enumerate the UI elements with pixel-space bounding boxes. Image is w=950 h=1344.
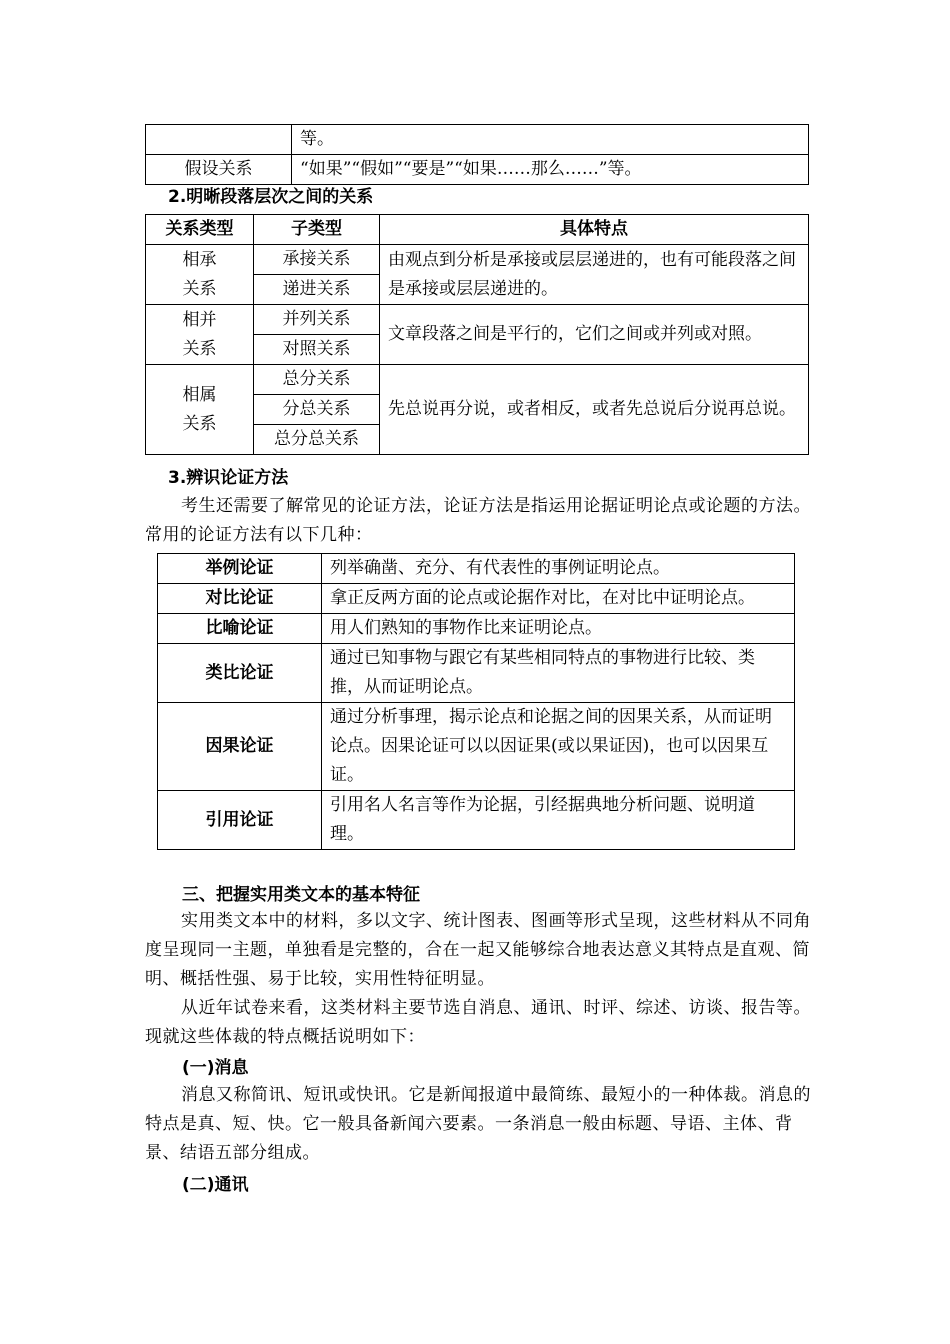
table-cell: 假设关系	[146, 155, 292, 185]
section-heading: 2.明晰段落层次之间的关系	[168, 187, 374, 207]
column-header: 子类型	[254, 215, 380, 245]
argument-method-table	[157, 553, 795, 850]
method-desc: 列举确凿、充分、有代表性的事例证明论点。	[322, 554, 795, 584]
table-row	[158, 614, 795, 644]
sub-type: 总分总关系	[254, 425, 380, 455]
paragraph-relation-table	[145, 214, 809, 455]
method-name: 对比论证	[158, 584, 322, 614]
column-header: 关系类型	[146, 215, 254, 245]
table-row	[158, 584, 795, 614]
method-name: 类比论证	[158, 644, 322, 703]
method-name: 因果论证	[158, 703, 322, 791]
table-cell	[146, 125, 292, 155]
relation-desc: 先总说再分说，或者相反，或者先总说后分说再总说。	[380, 365, 809, 455]
paragraph: 实用类文本中的材料，多以文字、统计图表、图画等形式呈现，这些材料从不同角度呈现同一主题，单独看是完整的，合在一起又能够综合地表达意义其特点是直观、简明、概括性强、易于比较，实用性特征明显。	[145, 911, 811, 989]
method-name: 比喻论证	[158, 614, 322, 644]
method-name: 引用论证	[158, 791, 322, 850]
table-header-row	[146, 215, 809, 245]
sub-type: 分总关系	[254, 395, 380, 425]
relation-type: 相并 关系	[146, 305, 254, 365]
method-desc: 引用名人名言等作为论据，引经据典地分析问题、说明道理。	[322, 791, 795, 850]
table-cell: “如果”“假如”“要是”“如果……那么……”等。	[292, 155, 809, 185]
sub-heading: (二)通讯	[182, 1175, 249, 1195]
table-row	[158, 703, 795, 791]
relation-desc: 由观点到分析是承接或层层递进的，也有可能段落之间是承接或层层递进的。	[380, 245, 809, 305]
table-row	[146, 125, 809, 155]
table-cell: 等。	[292, 125, 809, 155]
table-row	[146, 245, 809, 275]
method-desc: 通过分析事理，揭示论点和论据之间的因果关系，从而证明论点。因果论证可以以因证果(或以果证因)，也可以因果互证。	[322, 703, 795, 791]
method-desc: 拿正反两方面的论点或论据作对比，在对比中证明论点。	[322, 584, 795, 614]
sub-type: 对照关系	[254, 335, 380, 365]
table-row	[158, 791, 795, 850]
table-row	[146, 365, 809, 395]
sub-heading: (一)消息	[182, 1058, 249, 1078]
table-row	[146, 305, 809, 335]
section-heading: 3.辨识论证方法	[168, 468, 289, 488]
method-name: 举例论证	[158, 554, 322, 584]
section-heading: 三、把握实用类文本的基本特征	[182, 885, 420, 905]
conjunction-table	[145, 124, 809, 185]
relation-type: 相属 关系	[146, 365, 254, 455]
sub-type: 总分关系	[254, 365, 380, 395]
method-desc: 通过已知事物与跟它有某些相同特点的事物进行比较、类推，从而证明论点。	[322, 644, 795, 703]
method-desc: 用人们熟知的事物作比来证明论点。	[322, 614, 795, 644]
relation-desc: 文章段落之间是平行的，它们之间或并列或对照。	[380, 305, 809, 365]
column-header: 具体特点	[380, 215, 809, 245]
paragraph: 从近年试卷来看，这类材料主要节选自消息、通讯、时评、综述、访谈、报告等。现就这些体裁的特点概括说明如下：	[145, 998, 811, 1047]
table-row	[158, 554, 795, 584]
sub-type: 并列关系	[254, 305, 380, 335]
relation-type: 相承 关系	[146, 245, 254, 305]
table-row	[158, 644, 795, 703]
paragraph: 消息又称简讯、短讯或快讯。它是新闻报道中最简练、最短小的一种体裁。消息的特点是真、短、快。它一般具备新闻六要素。一条消息一般由标题、导语、主体、背景、结语五部分组成。	[145, 1085, 811, 1163]
sub-type: 递进关系	[254, 275, 380, 305]
sub-type: 承接关系	[254, 245, 380, 275]
table-row	[146, 155, 809, 185]
paragraph: 考生还需要了解常见的论证方法，论证方法是指运用论据证明论点或论题的方法。常用的论证方法有以下几种：	[145, 496, 811, 545]
